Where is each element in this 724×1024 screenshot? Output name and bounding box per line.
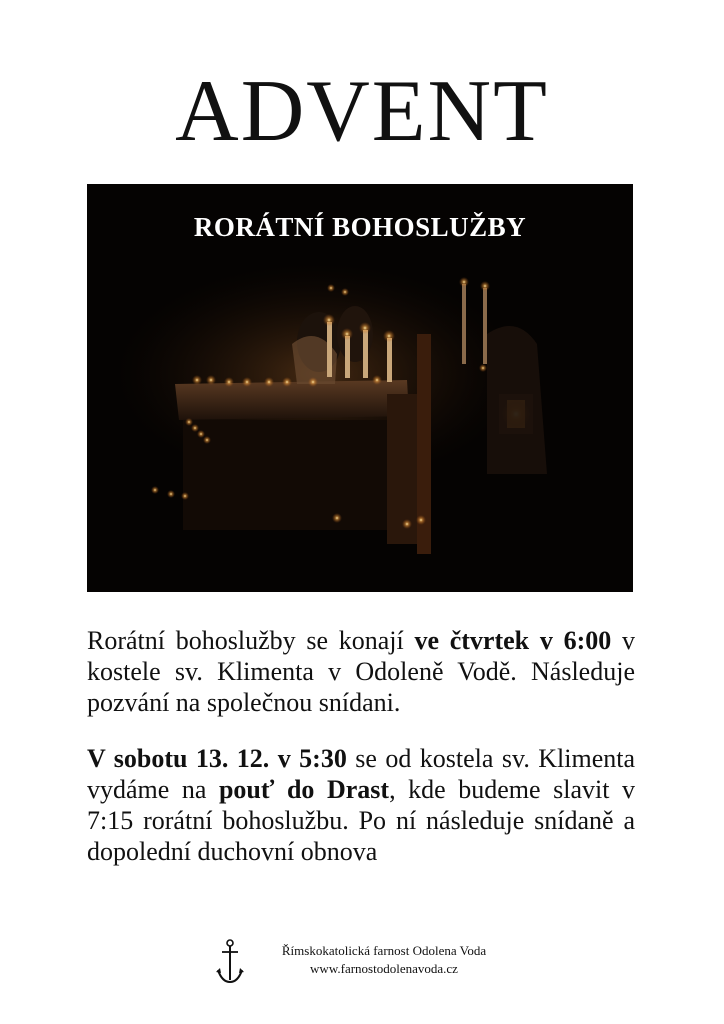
footer — [214, 938, 514, 988]
paragraph2-text-b: , kde budeme slavit v 7:15 rorátní bohoslužbu. Po ní následuje snídaně a dopolední duchovní obnova — [87, 775, 635, 866]
page-title: ADVENT — [175, 63, 549, 160]
parish-name: Římskokatolická farnost Odolena Voda — [281, 943, 487, 958]
candlelit-altar-photo — [87, 184, 633, 592]
altar-table — [175, 380, 409, 420]
paragraph1-text-b: v kostele sv. Klimenta v Odoleně Vodě. Následuje pozvání na společnou snídani. — [87, 626, 635, 717]
paragraph2-bold-date-time: V sobotu 13. 12. v 5:30 — [87, 744, 347, 773]
paragraph2-text-a: se od kostela sv. Klimenta vydáme na — [87, 744, 635, 804]
parish-website[interactable]: www.farnostodolenavoda.cz — [310, 961, 458, 976]
anchor-icon — [214, 938, 246, 986]
altar-photo-drawing — [87, 184, 633, 592]
photo-caption: RORÁTNÍ BOHOSLUŽBY — [193, 212, 527, 242]
paragraph1-bold-day-time: ve čtvrtek v 6:00 — [414, 626, 612, 655]
footer-text — [244, 942, 524, 978]
schedule-paragraph-thursday — [87, 625, 635, 718]
paragraph2-bold-pilgrimage: pouť do Drast — [218, 775, 390, 804]
paragraph1-text-a: Rorátní bohoslužby se konají — [87, 626, 415, 655]
schedule-paragraph-saturday — [87, 743, 635, 867]
